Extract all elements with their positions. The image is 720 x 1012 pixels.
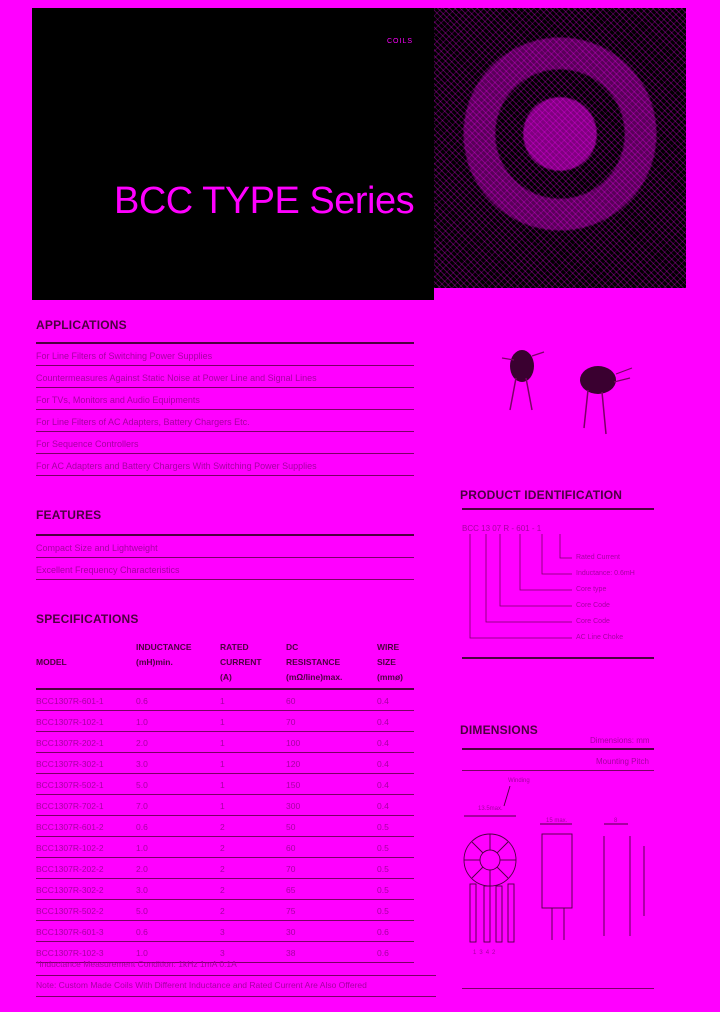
applications-heading: APPLICATIONS xyxy=(36,318,127,332)
coil-photo xyxy=(434,8,686,288)
dimensions-heading: DIMENSIONS xyxy=(460,723,539,737)
table-row xyxy=(36,837,414,858)
specifications-heading: SPECIFICATIONS xyxy=(36,612,139,626)
cell-inductance: 0.6 xyxy=(136,822,148,832)
cell-resistance: 300 xyxy=(286,801,301,811)
product-photo xyxy=(480,338,640,448)
cell-model: BCC1307R-601-2 xyxy=(36,822,104,832)
cell-current: 2 xyxy=(220,843,225,853)
spec-notes xyxy=(36,955,436,997)
cell-current: 2 xyxy=(220,906,225,916)
cell-resistance: 100 xyxy=(286,738,301,748)
cell-inductance: 5.0 xyxy=(136,780,148,790)
cell-wire: 0.4 xyxy=(377,759,389,769)
cell-inductance: 5.0 xyxy=(136,906,148,916)
cell-model: BCC1307R-302-1 xyxy=(36,759,104,769)
list-item: Countermeasures Against Static Noise at Power Line and Signal Lines xyxy=(36,366,414,388)
cell-inductance: 0.6 xyxy=(136,696,148,706)
cell-model: BCC1307R-502-1 xyxy=(36,780,104,790)
table-row xyxy=(36,858,414,879)
cell-inductance: 1.0 xyxy=(136,843,148,853)
cell-wire: 0.4 xyxy=(377,801,389,811)
identification-diagram xyxy=(462,534,657,660)
legend-inductance: Inductance: 0.6mH xyxy=(576,570,635,577)
legend-ac-line-choke: AC Line Choke xyxy=(576,634,624,641)
pitch-label: 8 xyxy=(614,818,618,824)
cell-current: 1 xyxy=(220,696,225,706)
cell-current: 2 xyxy=(220,822,225,832)
table-header: MODEL INDUCTANCE (mH)min. RATED CURRENT (A) DC RESISTANCE (mΩ/line)max. WIRE SIZE (mmø) xyxy=(36,640,414,690)
cell-resistance: 150 xyxy=(286,780,301,790)
cell-current: 3 xyxy=(220,948,225,958)
cell-inductance: 3.0 xyxy=(136,885,148,895)
winding-label: Winding xyxy=(508,778,530,784)
product-identification-heading: PRODUCT IDENTIFICATION xyxy=(460,488,623,502)
category-label: COILS xyxy=(387,38,414,45)
cell-resistance: 50 xyxy=(286,822,296,832)
cell-model: BCC1307R-702-1 xyxy=(36,801,104,811)
cell-resistance: 75 xyxy=(286,906,296,916)
cell-wire: 0.5 xyxy=(377,864,389,874)
table-row xyxy=(36,711,414,732)
cell-wire: 0.4 xyxy=(377,738,389,748)
product-code: BCC 13 07 R - 601 - 1 xyxy=(462,524,542,533)
coil-small-icon xyxy=(502,350,544,410)
cell-model: BCC1307R-202-2 xyxy=(36,864,104,874)
list-item: For Line Filters of Switching Power Supplies xyxy=(36,342,414,366)
cell-wire: 0.5 xyxy=(377,822,389,832)
cell-wire: 0.5 xyxy=(377,843,389,853)
page-title: BCC TYPE Series xyxy=(114,180,415,222)
cell-resistance: 60 xyxy=(286,696,296,706)
note-inductance: *Inductance Measurement Condition: 1kHz 1mA 0.1A xyxy=(36,955,436,976)
legend-rated-current: Rated Current xyxy=(576,554,620,561)
specifications-table xyxy=(36,640,414,963)
pin-labels: 1342 xyxy=(473,950,499,956)
cell-model: BCC1307R-202-1 xyxy=(36,738,104,748)
cell-current: 3 xyxy=(220,927,225,937)
cell-resistance: 120 xyxy=(286,759,301,769)
cell-inductance: 0.6 xyxy=(136,927,148,937)
legend-core-code: Core Code xyxy=(576,602,610,609)
cell-wire: 0.4 xyxy=(377,696,389,706)
coil-large-icon xyxy=(580,366,632,434)
cell-model: BCC1307R-302-2 xyxy=(36,885,104,895)
diameter-label: 13.5max. xyxy=(478,806,503,812)
cell-resistance: 70 xyxy=(286,717,296,727)
applications-list xyxy=(36,342,414,476)
cell-inductance: 7.0 xyxy=(136,801,148,811)
features-list xyxy=(36,534,414,580)
table-row xyxy=(36,774,414,795)
cell-current: 1 xyxy=(220,759,225,769)
table-row xyxy=(36,795,414,816)
list-item: For TVs, Monitors and Audio Equipments xyxy=(36,388,414,410)
cell-wire: 0.6 xyxy=(377,927,389,937)
cell-wire: 0.4 xyxy=(377,780,389,790)
list-item: For Line Filters of AC Adapters, Battery Chargers Etc. xyxy=(36,410,414,432)
table-row xyxy=(36,690,414,711)
table-row xyxy=(36,879,414,900)
cell-wire: 0.6 xyxy=(377,948,389,958)
cell-inductance: 3.0 xyxy=(136,759,148,769)
cell-resistance: 30 xyxy=(286,927,296,937)
cell-inductance: 1.0 xyxy=(136,717,148,727)
cell-wire: 0.5 xyxy=(377,906,389,916)
cell-model: BCC1307R-102-1 xyxy=(36,717,104,727)
dimensions-unit: Dimensions: mm xyxy=(590,736,650,745)
cell-current: 2 xyxy=(220,885,225,895)
legend-core-code-2: Core Code xyxy=(576,618,610,625)
cell-inductance: 2.0 xyxy=(136,738,148,748)
cell-current: 1 xyxy=(220,801,225,811)
cell-resistance: 65 xyxy=(286,885,296,895)
hero-banner xyxy=(32,8,686,300)
cell-current: 1 xyxy=(220,738,225,748)
width-label: 15 max. xyxy=(546,818,568,824)
table-row xyxy=(36,732,414,753)
list-item: For Sequence Controllers xyxy=(36,432,414,454)
table-body xyxy=(36,690,414,963)
cell-resistance: 38 xyxy=(286,948,296,958)
cell-inductance: 2.0 xyxy=(136,864,148,874)
list-item: For AC Adapters and Battery Chargers With Switching Power Supplies xyxy=(36,454,414,476)
list-item: Compact Size and Lightweight xyxy=(36,534,414,558)
cell-resistance: 60 xyxy=(286,843,296,853)
cell-model: BCC1307R-601-3 xyxy=(36,927,104,937)
mounting-pitch-label: Mounting Pitch xyxy=(596,757,649,766)
list-item: Excellent Frequency Characteristics xyxy=(36,558,414,580)
table-row xyxy=(36,900,414,921)
cell-current: 1 xyxy=(220,780,225,790)
legend-core-type: Core type xyxy=(576,586,607,593)
table-row xyxy=(36,753,414,774)
cell-model: BCC1307R-502-2 xyxy=(36,906,104,916)
dimension-drawing xyxy=(456,786,656,952)
cell-wire: 0.5 xyxy=(377,885,389,895)
features-heading: FEATURES xyxy=(36,508,102,522)
table-row xyxy=(36,816,414,837)
cell-wire: 0.4 xyxy=(377,717,389,727)
table-row xyxy=(36,921,414,942)
cell-inductance: 1.0 xyxy=(136,948,148,958)
cell-current: 1 xyxy=(220,717,225,727)
cell-current: 2 xyxy=(220,864,225,874)
cell-resistance: 70 xyxy=(286,864,296,874)
cell-model: BCC1307R-102-3 xyxy=(36,948,104,958)
note-custom: Note: Custom Made Coils With Different Inductance and Rated Current Are Also Offered xyxy=(36,976,436,997)
cell-model: BCC1307R-601-1 xyxy=(36,696,104,706)
cell-model: BCC1307R-102-2 xyxy=(36,843,104,853)
